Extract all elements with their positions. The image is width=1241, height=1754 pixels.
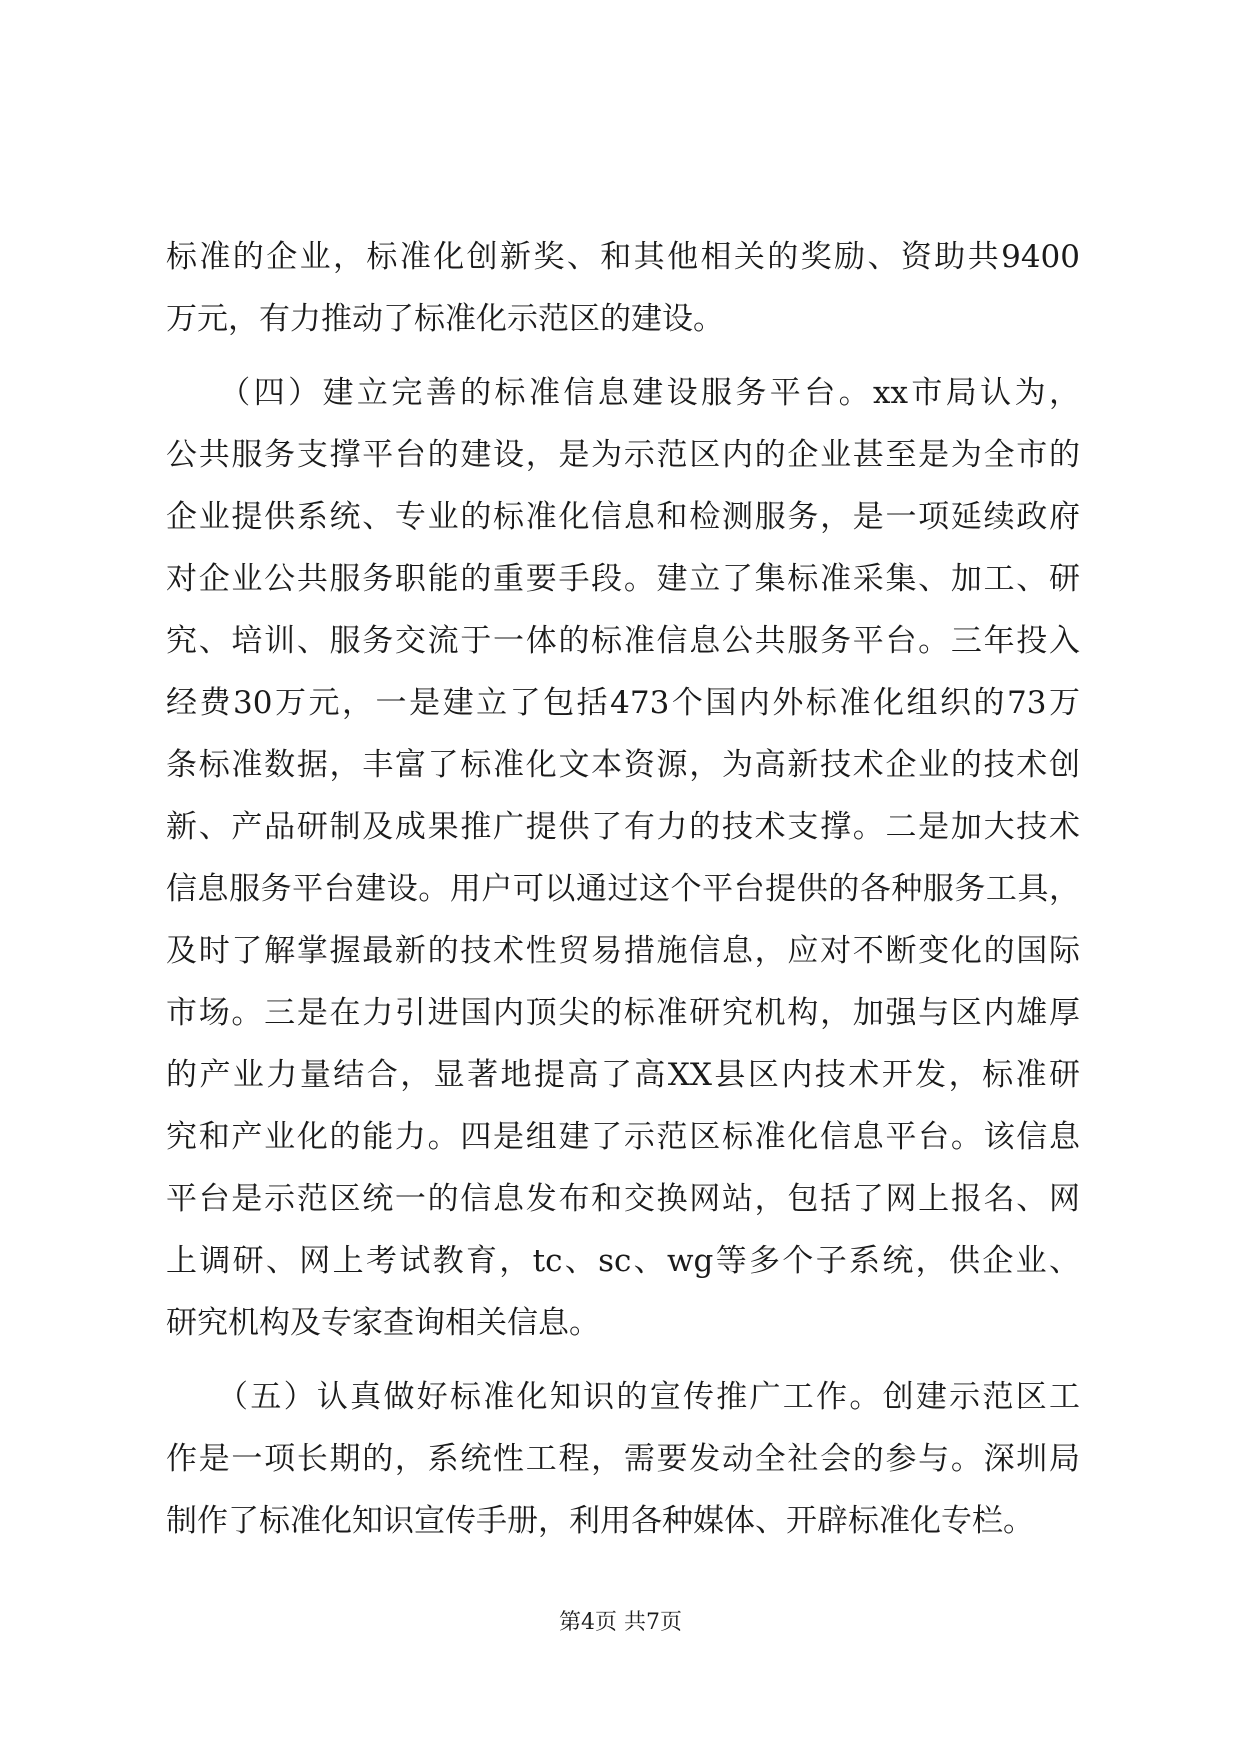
text-line: 制作了标准化知识宣传手册，利用各种媒体、开辟标准化专栏。	[166, 1503, 1034, 1539]
text-line: 究、培训、服务交流于一体的标准信息公共服务平台。三年投入	[166, 623, 1080, 659]
text-line: 信息服务平台建设。用户可以通过这个平台提供的各种服务工具，	[166, 871, 1080, 907]
body-text	[166, 226, 1080, 1552]
text-line: 究和产业化的能力。四是组建了示范区标准化信息平台。该信息	[166, 1119, 1080, 1155]
text-line: （五）认真做好标准化知识的宣传推广工作。创建示范区工	[166, 1379, 1080, 1415]
text-line: 对企业公共服务职能的重要手段。建立了集标准采集、加工、研	[166, 561, 1080, 597]
text-line: 研究机构及专家查询相关信息。	[166, 1305, 600, 1341]
text-line: 标准的企业，标准化创新奖、和其他相关的奖励、资助共9400	[166, 239, 1080, 275]
paragraph-1	[166, 226, 1080, 350]
text-line: 新、产品研制及成果推广提供了有力的技术支撑。二是加大技术	[166, 809, 1080, 845]
text-line: 平台是示范区统一的信息发布和交换网站，包括了网上报名、网	[166, 1181, 1080, 1217]
text-line: 及时了解掌握最新的技术性贸易措施信息，应对不断变化的国际	[166, 933, 1080, 969]
text-line: （四）建立完善的标准信息建设服务平台。xx市局认为，	[166, 375, 1080, 411]
text-line: 的产业力量结合，显著地提高了高XX县区内技术开发，标准研	[166, 1057, 1080, 1093]
text-line: 作是一项长期的，系统性工程，需要发动全社会的参与。深圳局	[166, 1441, 1080, 1477]
text-line: 经费30万元，一是建立了包括473个国内外标准化组织的73万	[166, 685, 1080, 721]
text-line: 上调研、网上考试教育，tc、sc、wg等多个子系统，供企业、	[166, 1243, 1080, 1279]
text-line: 条标准数据，丰富了标准化文本资源，为高新技术企业的技术创	[166, 747, 1080, 783]
text-line: 万元，有力推动了标准化示范区的建设。	[166, 301, 724, 337]
paragraph-3	[166, 1366, 1080, 1552]
text-line: 市场。三是在力引进国内顶尖的标准研究机构，加强与区内雄厚	[166, 995, 1080, 1031]
paragraph-2	[166, 362, 1080, 1354]
page-number-footer: 第4页 共7页	[559, 1610, 682, 1635]
text-line: 公共服务支撑平台的建设，是为示范区内的企业甚至是为全市的	[166, 437, 1080, 473]
text-line: 企业提供系统、专业的标准化信息和检测服务，是一项延续政府	[166, 499, 1080, 535]
